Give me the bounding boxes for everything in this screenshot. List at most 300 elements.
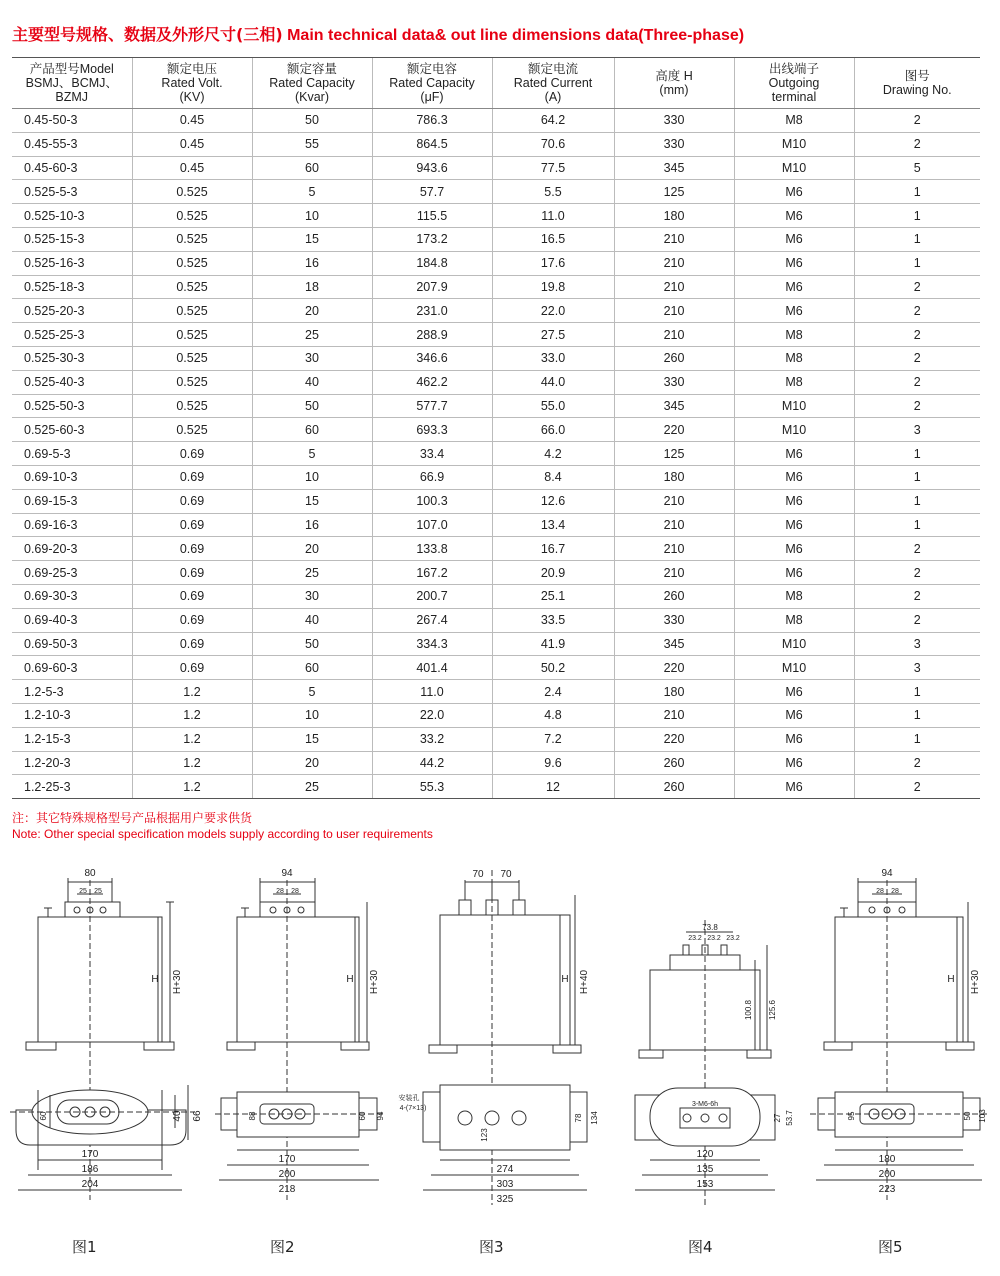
table-cell: M8 bbox=[734, 584, 854, 608]
table-cell: 0.525-30-3 bbox=[12, 346, 132, 370]
column-header-line: (A) bbox=[544, 90, 562, 104]
table-cell: M6 bbox=[734, 680, 854, 704]
table-cell: 1.2-25-3 bbox=[12, 775, 132, 799]
table-cell: 0.525-40-3 bbox=[12, 370, 132, 394]
table-row bbox=[12, 442, 980, 466]
fig1-h: H bbox=[151, 974, 159, 985]
table-cell: 4.2 bbox=[492, 442, 614, 466]
table-cell: 0.69-5-3 bbox=[12, 442, 132, 466]
fig1-w3: 204 bbox=[81, 1179, 99, 1190]
column-header-line: Drawing No. bbox=[882, 83, 952, 97]
fig1-h30: H+30 bbox=[172, 969, 183, 995]
column-header-line: 产品型号Model bbox=[29, 62, 114, 76]
table-cell: 0.69 bbox=[132, 608, 252, 632]
fig4-sub-c: 23.2 bbox=[726, 935, 740, 942]
table-cell: 577.7 bbox=[372, 394, 492, 418]
column-header-line: Rated Current bbox=[513, 76, 593, 90]
table-cell: 55.3 bbox=[372, 775, 492, 799]
table-row bbox=[12, 132, 980, 156]
column-header-line: BSMJ、BCMJ、 bbox=[25, 76, 118, 90]
fig2-r1: 60 bbox=[358, 1111, 367, 1121]
table-cell: 786.3 bbox=[372, 109, 492, 133]
fig5-r1: 50 bbox=[963, 1111, 972, 1121]
table-cell: 9.6 bbox=[492, 751, 614, 775]
fig5-left: 95 bbox=[847, 1111, 856, 1121]
fig1-width: 80 bbox=[84, 868, 96, 879]
table-cell: 1 bbox=[854, 204, 980, 228]
table-cell: 0.525 bbox=[132, 418, 252, 442]
table-cell: 0.525 bbox=[132, 227, 252, 251]
table-cell: 1 bbox=[854, 180, 980, 204]
table-cell: 4.8 bbox=[492, 703, 614, 727]
fig4-h2: 125.6 bbox=[768, 999, 777, 1021]
table-cell: 133.8 bbox=[372, 537, 492, 561]
table-cell: 0.45-60-3 bbox=[12, 156, 132, 180]
table-row bbox=[12, 346, 980, 370]
fig5-w1: 180 bbox=[878, 1154, 896, 1165]
fig5-w3: 223 bbox=[878, 1184, 896, 1195]
column-header-line: BZMJ bbox=[55, 90, 89, 104]
table-cell: M6 bbox=[734, 465, 854, 489]
table-cell: 11.0 bbox=[372, 680, 492, 704]
table-cell: 864.5 bbox=[372, 132, 492, 156]
table-cell: 334.3 bbox=[372, 632, 492, 656]
fig4-w2: 135 bbox=[696, 1164, 714, 1175]
table-cell: 0.525 bbox=[132, 180, 252, 204]
table-cell: 0.525-25-3 bbox=[12, 323, 132, 347]
table-cell: 0.69 bbox=[132, 442, 252, 466]
table-row bbox=[12, 156, 980, 180]
table-cell: 2 bbox=[854, 608, 980, 632]
table-cell: 0.69-25-3 bbox=[12, 561, 132, 585]
column-header-line: 额定电容 bbox=[406, 62, 457, 76]
table-row bbox=[12, 632, 980, 656]
table-cell: 0.69-30-3 bbox=[12, 584, 132, 608]
table-cell: 401.4 bbox=[372, 656, 492, 680]
table-row bbox=[12, 180, 980, 204]
fig4-note: 3-M6-6h bbox=[691, 1101, 719, 1108]
table-cell: 0.525-50-3 bbox=[12, 394, 132, 418]
table-cell: 943.6 bbox=[372, 156, 492, 180]
figure-label-1: 图1 bbox=[72, 1238, 97, 1256]
table-cell: 70.6 bbox=[492, 132, 614, 156]
table-cell: 2 bbox=[854, 751, 980, 775]
table-cell: 10 bbox=[252, 204, 372, 228]
table-cell: 0.69 bbox=[132, 513, 252, 537]
table-cell: 0.69 bbox=[132, 656, 252, 680]
table-cell: 20 bbox=[252, 537, 372, 561]
column-header-line: (KV) bbox=[179, 90, 205, 104]
table-cell: 40 bbox=[252, 370, 372, 394]
fig3-r2: 134 bbox=[590, 1111, 599, 1125]
table-cell: 210 bbox=[614, 323, 734, 347]
table-cell: 2 bbox=[854, 323, 980, 347]
table-cell: 0.69 bbox=[132, 489, 252, 513]
table-cell: 55.0 bbox=[492, 394, 614, 418]
column-header-line: 出线端子 bbox=[768, 62, 819, 76]
table-cell: 30 bbox=[252, 346, 372, 370]
table-cell: 19.8 bbox=[492, 275, 614, 299]
table-header-row bbox=[12, 58, 980, 109]
column-header-line: 高度 H bbox=[655, 69, 693, 83]
table-cell: 10 bbox=[252, 703, 372, 727]
fig3-r1: 78 bbox=[574, 1113, 583, 1123]
table-cell: 0.525 bbox=[132, 394, 252, 418]
table-cell: M8 bbox=[734, 346, 854, 370]
table-cell: 260 bbox=[614, 751, 734, 775]
column-header bbox=[252, 58, 372, 109]
table-row bbox=[12, 513, 980, 537]
fig2-sub-a: 28 bbox=[276, 888, 284, 895]
fig2-r2: 94 bbox=[376, 1111, 385, 1121]
note-en: Note: Other special specification models supply according to user requirements bbox=[12, 827, 433, 841]
fig5-h30: H+30 bbox=[970, 969, 981, 995]
table-cell: 5 bbox=[854, 156, 980, 180]
table-cell: 115.5 bbox=[372, 204, 492, 228]
table-cell: 2 bbox=[854, 299, 980, 323]
fig2-h: H bbox=[346, 974, 354, 985]
table-cell: 2 bbox=[854, 109, 980, 133]
table-row bbox=[12, 465, 980, 489]
table-cell: 0.45 bbox=[132, 109, 252, 133]
table-row bbox=[12, 537, 980, 561]
title-en: Main technical data& out line dimensions data(Three-phase) bbox=[287, 27, 745, 44]
figure-label-4: 图4 bbox=[688, 1238, 713, 1256]
table-cell: 5 bbox=[252, 442, 372, 466]
table-cell: 60 bbox=[252, 418, 372, 442]
fig1-w1: 170 bbox=[81, 1149, 99, 1160]
table-cell: 220 bbox=[614, 418, 734, 442]
table-cell: M6 bbox=[734, 275, 854, 299]
table-cell: M8 bbox=[734, 370, 854, 394]
table-cell: 1.2 bbox=[132, 727, 252, 751]
figure-label-5: 图5 bbox=[878, 1238, 903, 1256]
fig1-sub-a: 25 bbox=[79, 888, 87, 895]
column-header-line: Rated Capacity bbox=[269, 76, 355, 90]
table-cell: 0.45-55-3 bbox=[12, 132, 132, 156]
table-cell: 0.69 bbox=[132, 632, 252, 656]
column-header-line: 图号 bbox=[904, 69, 930, 83]
table-cell: 22.0 bbox=[372, 703, 492, 727]
table-cell: 12.6 bbox=[492, 489, 614, 513]
table-row bbox=[12, 251, 980, 275]
table-cell: 15 bbox=[252, 727, 372, 751]
table-cell: 5 bbox=[252, 680, 372, 704]
column-header bbox=[372, 58, 492, 109]
table-row bbox=[12, 418, 980, 442]
table-cell: 25.1 bbox=[492, 584, 614, 608]
table-cell: 0.69 bbox=[132, 584, 252, 608]
table-cell: 33.2 bbox=[372, 727, 492, 751]
fig5-w2: 200 bbox=[878, 1169, 896, 1180]
drawing-fig3 bbox=[395, 860, 610, 1210]
table-cell: 1 bbox=[854, 489, 980, 513]
table-cell: 0.525-5-3 bbox=[12, 180, 132, 204]
table-cell: 220 bbox=[614, 656, 734, 680]
table-cell: M10 bbox=[734, 656, 854, 680]
table-row bbox=[12, 608, 980, 632]
table-cell: M8 bbox=[734, 109, 854, 133]
table-cell: 0.69-20-3 bbox=[12, 537, 132, 561]
table-cell: 210 bbox=[614, 299, 734, 323]
fig2-sub-b: 28 bbox=[291, 888, 299, 895]
drawing-fig5 bbox=[810, 860, 990, 1210]
table-cell: 8.4 bbox=[492, 465, 614, 489]
table-cell: 220 bbox=[614, 727, 734, 751]
table-cell: M6 bbox=[734, 727, 854, 751]
table-row bbox=[12, 370, 980, 394]
title-cn: 主要型号规格、数据及外形尺寸(三相) bbox=[12, 25, 283, 44]
fig3-h: H bbox=[561, 974, 569, 985]
table-cell: 1.2 bbox=[132, 703, 252, 727]
table-cell: 1.2 bbox=[132, 680, 252, 704]
table-cell: 1 bbox=[854, 727, 980, 751]
table-row bbox=[12, 489, 980, 513]
table-cell: 33.5 bbox=[492, 608, 614, 632]
fig1-r2: 66 bbox=[192, 1110, 203, 1122]
table-cell: 207.9 bbox=[372, 275, 492, 299]
fig3-mid: 123 bbox=[480, 1128, 489, 1142]
table-cell: 462.2 bbox=[372, 370, 492, 394]
table-cell: 260 bbox=[614, 346, 734, 370]
table-cell: 22.0 bbox=[492, 299, 614, 323]
table-cell: 210 bbox=[614, 251, 734, 275]
table-cell: 33.4 bbox=[372, 442, 492, 466]
table-cell: 13.4 bbox=[492, 513, 614, 537]
table-cell: 25 bbox=[252, 323, 372, 347]
fig3-hole-cn: 安装孔 bbox=[398, 1095, 420, 1102]
table-row bbox=[12, 227, 980, 251]
fig4-sub-b: 23.2 bbox=[707, 935, 721, 942]
table-cell: 41.9 bbox=[492, 632, 614, 656]
table-cell: 260 bbox=[614, 775, 734, 799]
table-cell: 180 bbox=[614, 680, 734, 704]
table-cell: 66.9 bbox=[372, 465, 492, 489]
table-cell: 33.0 bbox=[492, 346, 614, 370]
table-cell: 0.69-40-3 bbox=[12, 608, 132, 632]
table-cell: 0.525 bbox=[132, 370, 252, 394]
fig2-width: 94 bbox=[281, 868, 293, 879]
fig1-sub-b: 25 bbox=[94, 888, 102, 895]
table-cell: 50 bbox=[252, 109, 372, 133]
table-cell: 200.7 bbox=[372, 584, 492, 608]
table-cell: 1.2-20-3 bbox=[12, 751, 132, 775]
table-cell: 0.69-50-3 bbox=[12, 632, 132, 656]
fig3-w1: 274 bbox=[496, 1164, 514, 1175]
table-cell: 60 bbox=[252, 656, 372, 680]
table-row bbox=[12, 584, 980, 608]
table-cell: 2 bbox=[854, 275, 980, 299]
column-header bbox=[12, 58, 132, 109]
table-cell: 1.2-10-3 bbox=[12, 703, 132, 727]
drawing-fig4 bbox=[625, 860, 800, 1210]
table-cell: 0.525 bbox=[132, 323, 252, 347]
table-cell: 60 bbox=[252, 156, 372, 180]
fig2-w3: 218 bbox=[278, 1184, 296, 1195]
table-cell: 0.45 bbox=[132, 156, 252, 180]
fig3-w3: 325 bbox=[496, 1194, 514, 1205]
table-cell: M10 bbox=[734, 132, 854, 156]
table-row bbox=[12, 109, 980, 133]
fig2-w2: 200 bbox=[278, 1169, 296, 1180]
table-cell: M8 bbox=[734, 608, 854, 632]
table-cell: 7.2 bbox=[492, 727, 614, 751]
table-cell: 100.3 bbox=[372, 489, 492, 513]
table-cell: 0.525-60-3 bbox=[12, 418, 132, 442]
fig5-r2: 103 bbox=[978, 1109, 987, 1123]
table-cell: 30 bbox=[252, 584, 372, 608]
table-cell: 2 bbox=[854, 561, 980, 585]
fig3-w-a: 70 bbox=[472, 869, 484, 880]
table-cell: 50.2 bbox=[492, 656, 614, 680]
table-cell: 2 bbox=[854, 346, 980, 370]
table-cell: M6 bbox=[734, 703, 854, 727]
column-header bbox=[614, 58, 734, 109]
fig4-sub-a: 23.2 bbox=[688, 935, 702, 942]
table-cell: 57.7 bbox=[372, 180, 492, 204]
table-cell: 345 bbox=[614, 156, 734, 180]
table-cell: 16.5 bbox=[492, 227, 614, 251]
table-cell: 0.525 bbox=[132, 275, 252, 299]
table-cell: 0.45 bbox=[132, 132, 252, 156]
fig2-w1: 170 bbox=[278, 1154, 296, 1165]
table-cell: M6 bbox=[734, 513, 854, 537]
column-header-line: 额定容量 bbox=[286, 62, 337, 76]
table-cell: 25 bbox=[252, 561, 372, 585]
table-cell: 3 bbox=[854, 418, 980, 442]
table-cell: 55 bbox=[252, 132, 372, 156]
table-cell: 180 bbox=[614, 204, 734, 228]
table-cell: 125 bbox=[614, 442, 734, 466]
table-cell: 1 bbox=[854, 251, 980, 275]
page-title bbox=[12, 22, 744, 45]
table-cell: 0.525-16-3 bbox=[12, 251, 132, 275]
table-cell: M6 bbox=[734, 180, 854, 204]
table-cell: 330 bbox=[614, 132, 734, 156]
table-cell: 267.4 bbox=[372, 608, 492, 632]
table-cell: 1.2-15-3 bbox=[12, 727, 132, 751]
table-cell: 5 bbox=[252, 180, 372, 204]
table-row bbox=[12, 775, 980, 799]
table-cell: 66.0 bbox=[492, 418, 614, 442]
table-cell: 345 bbox=[614, 394, 734, 418]
table-cell: 231.0 bbox=[372, 299, 492, 323]
table-cell: 0.45-50-3 bbox=[12, 109, 132, 133]
table-cell: 5.5 bbox=[492, 180, 614, 204]
table-row bbox=[12, 275, 980, 299]
table-cell: 210 bbox=[614, 703, 734, 727]
table-row bbox=[12, 680, 980, 704]
table-cell: 77.5 bbox=[492, 156, 614, 180]
table-cell: 15 bbox=[252, 227, 372, 251]
fig4-w1: 120 bbox=[696, 1149, 714, 1160]
table-cell: M10 bbox=[734, 156, 854, 180]
table-cell: M10 bbox=[734, 632, 854, 656]
table-cell: 0.525-10-3 bbox=[12, 204, 132, 228]
table-cell: 12 bbox=[492, 775, 614, 799]
table-cell: 180 bbox=[614, 465, 734, 489]
table-cell: 0.69-15-3 bbox=[12, 489, 132, 513]
table-row bbox=[12, 299, 980, 323]
fig4-h1: 100.8 bbox=[744, 999, 753, 1021]
table-cell: 27.5 bbox=[492, 323, 614, 347]
table-cell: 0.525 bbox=[132, 299, 252, 323]
table-cell: 20 bbox=[252, 299, 372, 323]
note-cn: 注：其它特殊规格型号产品根据用户要求供货 bbox=[12, 811, 253, 825]
table-cell: 0.525 bbox=[132, 251, 252, 275]
table-cell: 17.6 bbox=[492, 251, 614, 275]
column-header bbox=[132, 58, 252, 109]
column-header-line: Rated Capacity bbox=[389, 76, 475, 90]
fig4-r2: 53.7 bbox=[785, 1110, 794, 1126]
table-cell: 107.0 bbox=[372, 513, 492, 537]
table-cell: 1 bbox=[854, 703, 980, 727]
fig3-w-b: 70 bbox=[500, 869, 512, 880]
table-cell: 44.0 bbox=[492, 370, 614, 394]
table-cell: M10 bbox=[734, 394, 854, 418]
table-cell: M6 bbox=[734, 537, 854, 561]
column-header-line: terminal bbox=[771, 90, 817, 104]
figure-label-3: 图3 bbox=[479, 1238, 504, 1256]
table-cell: 10 bbox=[252, 465, 372, 489]
table-cell: 2 bbox=[854, 132, 980, 156]
table-cell: 288.9 bbox=[372, 323, 492, 347]
table-cell: 210 bbox=[614, 227, 734, 251]
table-cell: 25 bbox=[252, 775, 372, 799]
fig4-r1: 27 bbox=[773, 1113, 782, 1123]
table-cell: 1 bbox=[854, 465, 980, 489]
drawing-fig1 bbox=[10, 860, 203, 1210]
table-cell: 0.69-16-3 bbox=[12, 513, 132, 537]
table-cell: 346.6 bbox=[372, 346, 492, 370]
column-header-line: Rated Volt. bbox=[161, 76, 223, 90]
table-cell: 15 bbox=[252, 489, 372, 513]
table-cell: 210 bbox=[614, 561, 734, 585]
table-cell: 173.2 bbox=[372, 227, 492, 251]
table-cell: M8 bbox=[734, 323, 854, 347]
table-row bbox=[12, 394, 980, 418]
table-cell: 210 bbox=[614, 489, 734, 513]
table-cell: 64.2 bbox=[492, 109, 614, 133]
table-cell: M6 bbox=[734, 251, 854, 275]
table-cell: 16.7 bbox=[492, 537, 614, 561]
table-cell: 184.8 bbox=[372, 251, 492, 275]
table-cell: 40 bbox=[252, 608, 372, 632]
table-cell: 330 bbox=[614, 109, 734, 133]
table-cell: M6 bbox=[734, 751, 854, 775]
table-cell: 18 bbox=[252, 275, 372, 299]
table-cell: 1 bbox=[854, 513, 980, 537]
table-cell: 16 bbox=[252, 513, 372, 537]
table-cell: 1 bbox=[854, 680, 980, 704]
footnote bbox=[12, 810, 433, 842]
fig1-r1: 40 bbox=[172, 1110, 183, 1122]
table-cell: 2 bbox=[854, 584, 980, 608]
column-header-line: (mm) bbox=[659, 83, 689, 97]
fig4-width: 73.8 bbox=[702, 923, 718, 932]
table-cell: 167.2 bbox=[372, 561, 492, 585]
table-row bbox=[12, 727, 980, 751]
table-cell: 11.0 bbox=[492, 204, 614, 228]
fig5-sub-a: 28 bbox=[876, 888, 884, 895]
fig2-h30: H+30 bbox=[369, 969, 380, 995]
table-cell: M6 bbox=[734, 227, 854, 251]
table-cell: 0.525 bbox=[132, 204, 252, 228]
column-header bbox=[734, 58, 854, 109]
table-cell: 2.4 bbox=[492, 680, 614, 704]
table-cell: 330 bbox=[614, 370, 734, 394]
table-cell: 1.2-5-3 bbox=[12, 680, 132, 704]
